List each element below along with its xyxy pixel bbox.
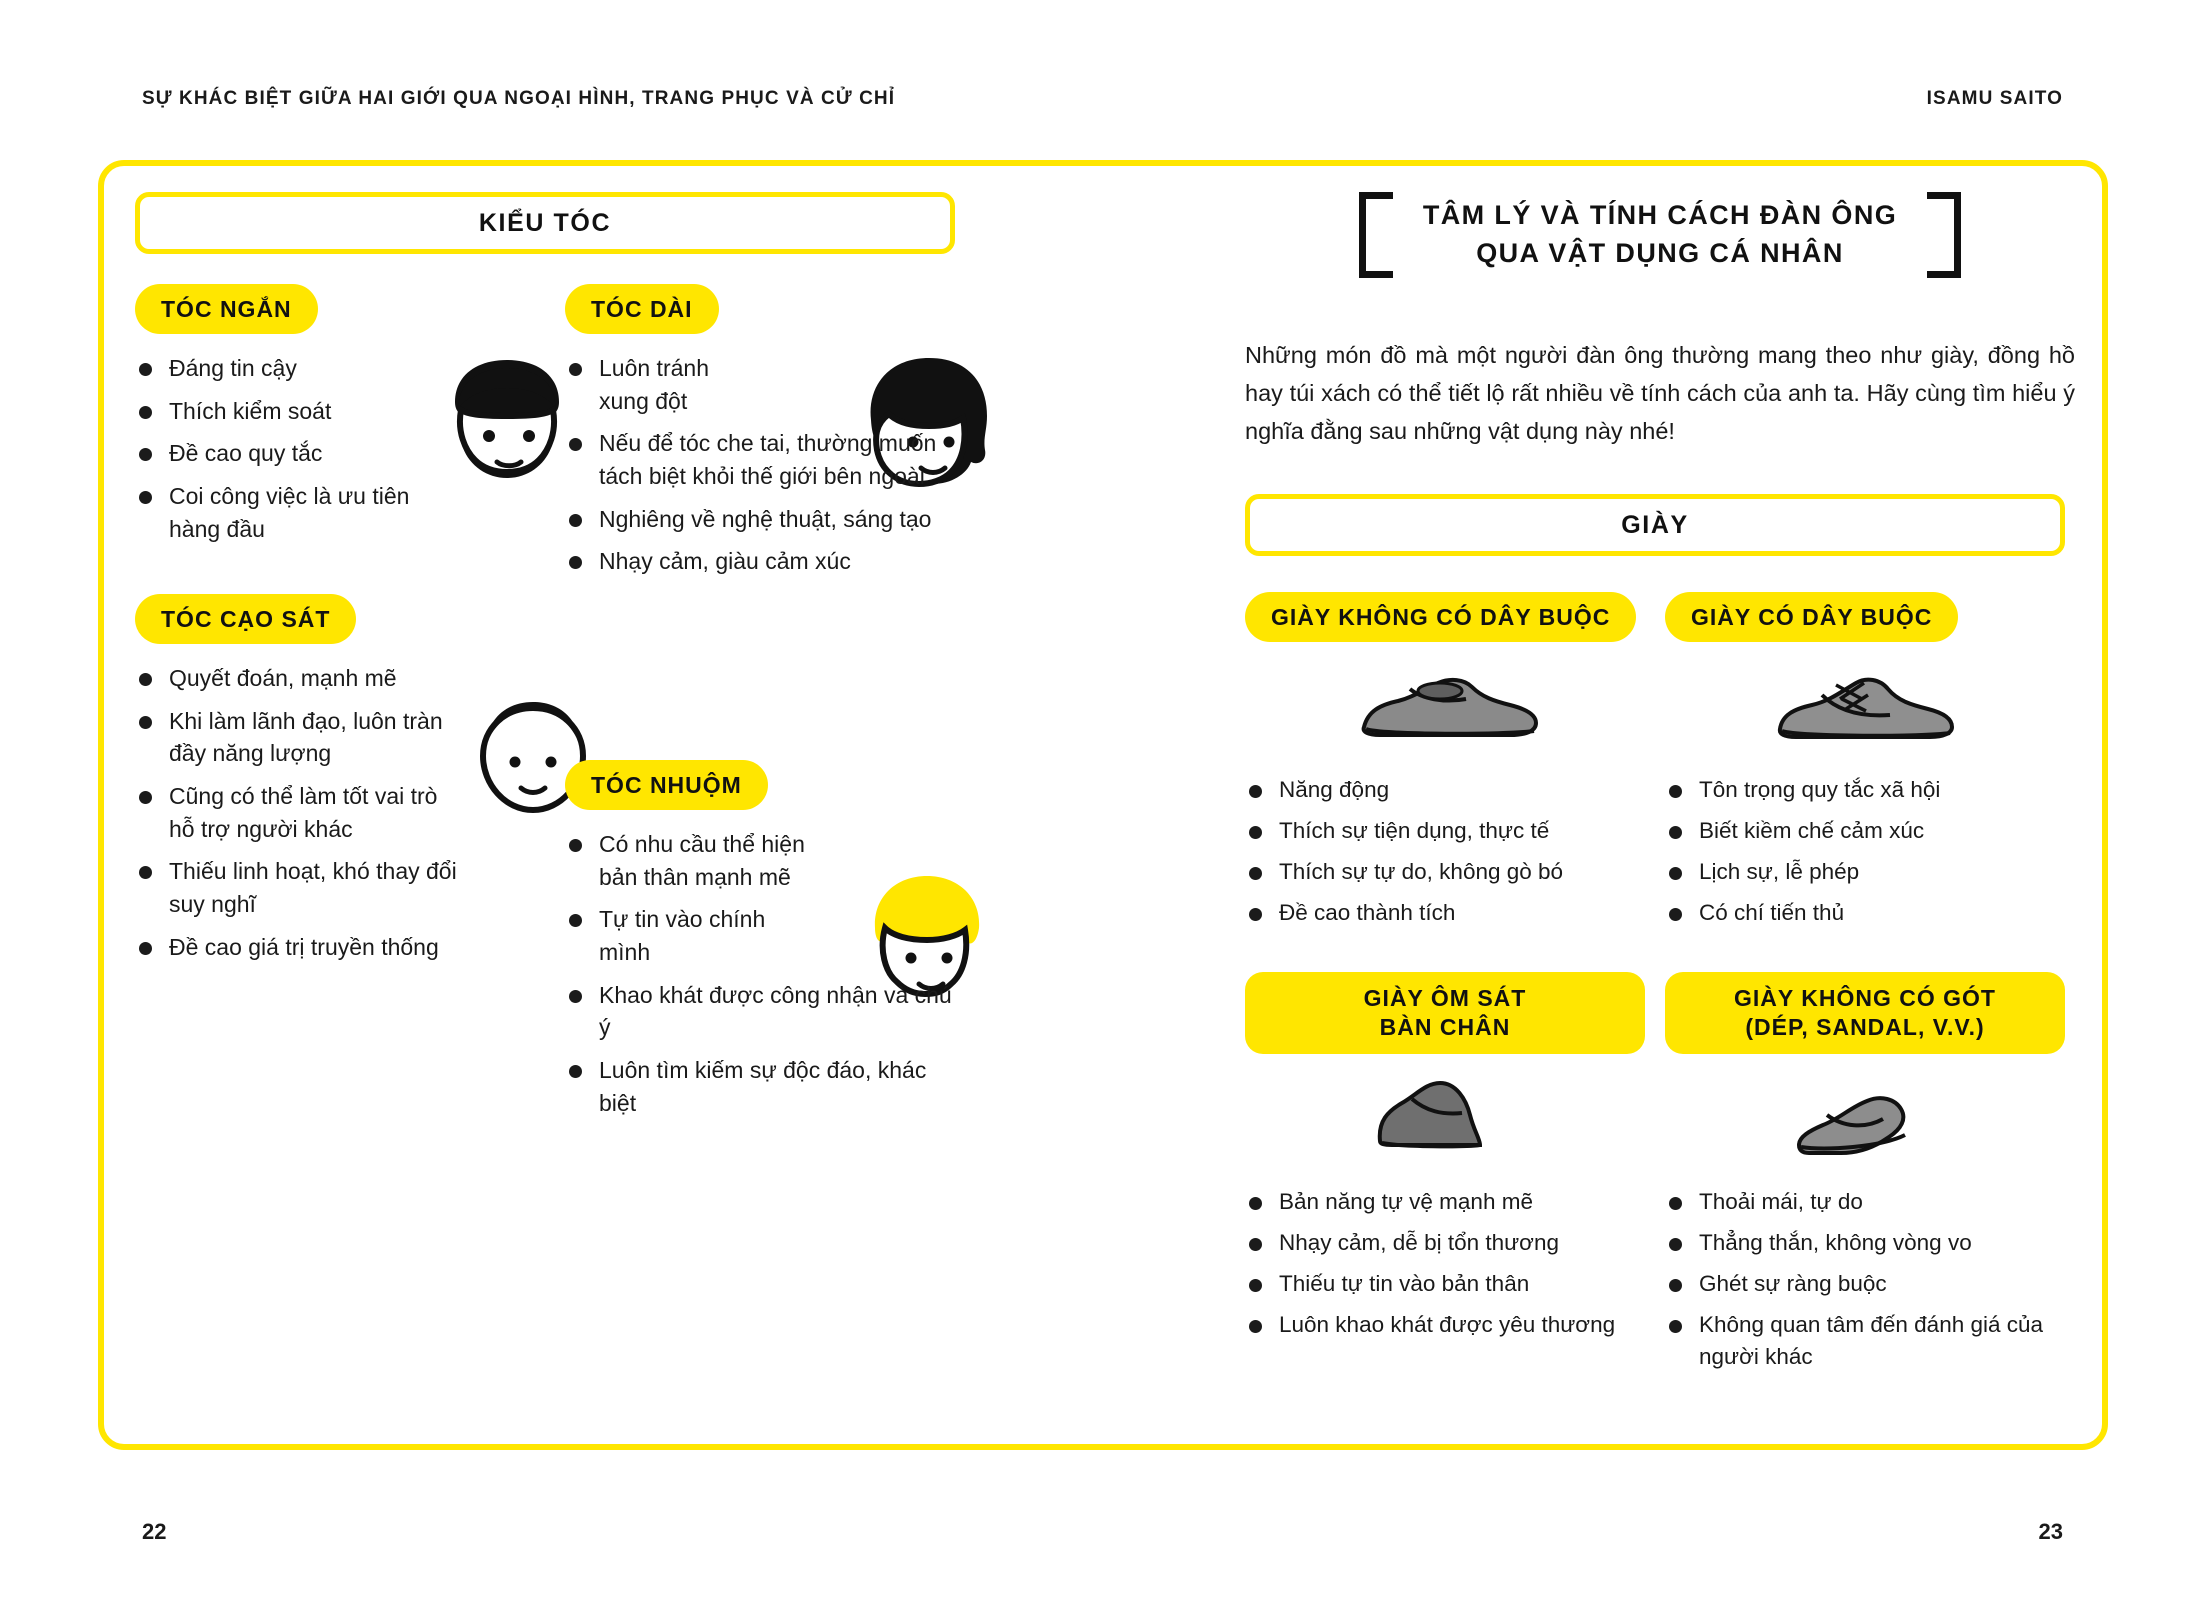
list-item: Đề cao thành tích [1245,897,1645,929]
list-item: Thích kiểm soát [135,395,435,428]
running-head-right: ISAMU SAITO [1926,88,2063,109]
list-item: Đáng tin cậy [135,352,435,385]
oxford-shoe-icon [1665,650,2065,760]
section-title-hairstyle: KIỂU TÓC [135,192,955,254]
block-no-lace-shoes [1245,592,1645,938]
loafer-shoe-icon [1245,650,1645,760]
running-head-left: SỰ KHÁC BIỆT GIỮA HAI GIỚI QUA NGOẠI HÌNH, TRANG PHỤC VÀ CỬ CHỈ [142,88,896,109]
label-short-hair: TÓC NGẮN [135,284,318,334]
list-item: Luôn khao khát được yêu thương [1245,1309,1645,1341]
list-item: Thẳng thắn, không vòng vo [1665,1227,2065,1259]
right-page-column [1245,192,2075,1412]
list-item: Đề cao giá trị truyền thống [135,931,465,964]
title-line-1: TÂM LÝ VÀ TÍNH CÁCH ĐÀN ÔNG [1422,200,1898,231]
block-short-hair [135,284,565,572]
intro-paragraph: Những món đồ mà một người đàn ông thường mang theo như giày, đồng hồ hay túi xách có thể tiết lộ rất nhiều về tính cách của anh ta. Hãy cùng tìm hiểu ý nghĩa đằng sau những vật dụng này nhé! [1245,342,2075,445]
list-item: Thích sự tự do, không gò bó [1245,856,1645,888]
label-no-lace-shoes: GIÀY KHÔNG CÓ DÂY BUỘC [1245,592,1636,642]
hairstyle-blocks [135,284,965,1344]
list-item: Có chí tiến thủ [1665,897,2065,929]
list-item: Lịch sự, lễ phép [1665,856,2065,888]
sandal-icon [1665,1062,2065,1172]
label-long-hair: TÓC DÀI [565,284,719,334]
list-item: Khao khát được công nhận và chú ý [565,979,965,1044]
shoe-blocks [1245,592,2075,1412]
list-item: Tôn trọng quy tắc xã hội [1665,774,2065,806]
list-item: Quyết đoán, mạnh mẽ [135,662,465,695]
list-item: Nếu để tóc che tai, thường muốn tách biệt khỏi thế giới bên ngoài [565,427,965,492]
left-bracket-icon [1359,192,1393,278]
list-item: Thoải mái, tự do [1665,1186,2065,1218]
list-item: Không quan tâm đến đánh giá của người khác [1665,1309,2065,1373]
block-shaved-hair [135,594,565,1082]
label-dyed-hair: TÓC NHUỘM [565,760,768,810]
block-lace-shoes [1665,592,2065,938]
list-item: Năng động [1245,774,1645,806]
list-item: Có nhu cầu thể hiện bản thân mạnh mẽ [565,828,839,893]
list-item: Coi công việc là ưu tiên hàng đầu [135,480,435,545]
block-long-hair [565,284,965,752]
block-tight-shoes [1245,972,1645,1350]
list-item: Luôn tìm kiếm sự độc đáo, khác biệt [565,1054,965,1119]
label-tight-shoes: GIÀY ÔM SÁT BÀN CHÂN [1245,972,1645,1054]
label-shaved-hair: TÓC CẠO SÁT [135,594,356,644]
tight-shoe-icon [1245,1062,1645,1172]
label-lace-shoes: GIÀY CÓ DÂY BUỘC [1665,592,1958,642]
list-item: Khi làm lãnh đạo, luôn tràn đầy năng lượng [135,705,465,770]
list-item: Nhạy cảm, dễ bị tổn thương [1245,1227,1645,1259]
list-item: Ghét sự ràng buộc [1665,1268,2065,1300]
block-sandals [1665,972,2065,1382]
list-item: Tự tin vào chính mình [565,903,779,968]
hair-column-b [565,284,965,1158]
label-sandals: GIÀY KHÔNG CÓ GÓT (DÉP, SANDAL, V.V.) [1665,972,2065,1054]
list-item: Thích sự tiện dụng, thực tế [1245,815,1645,847]
list-item: Thiếu linh hoạt, khó thay đổi suy nghĩ [135,855,465,920]
list-item: Bản năng tự vệ mạnh mẽ [1245,1186,1645,1218]
left-page-column [135,192,965,1344]
list-item: Đề cao quy tắc [135,437,435,470]
list-item: Biết kiềm chế cảm xúc [1665,815,2065,847]
title-line-2: QUA VẬT DỤNG CÁ NHÂN [1476,238,1844,268]
page-number-right: 23 [2038,1519,2063,1544]
right-bracket-icon [1927,192,1961,278]
list-item: Cũng có thể làm tốt vai trò hỗ trợ người khác [135,780,465,845]
list-item: Nghiêng về nghệ thuật, sáng tạo [565,503,965,536]
list-item: Nhạy cảm, giàu cảm xúc [565,545,965,578]
hair-column-a [135,284,565,1082]
section-title-shoes: GIÀY [1245,494,2065,556]
list-item: Thiếu tự tin vào bản thân [1245,1268,1645,1300]
right-page-title [1245,192,2075,278]
list-item: Luôn tránh xung đột [565,352,749,417]
page-number-left: 22 [142,1519,167,1544]
block-dyed-hair [565,760,965,1158]
